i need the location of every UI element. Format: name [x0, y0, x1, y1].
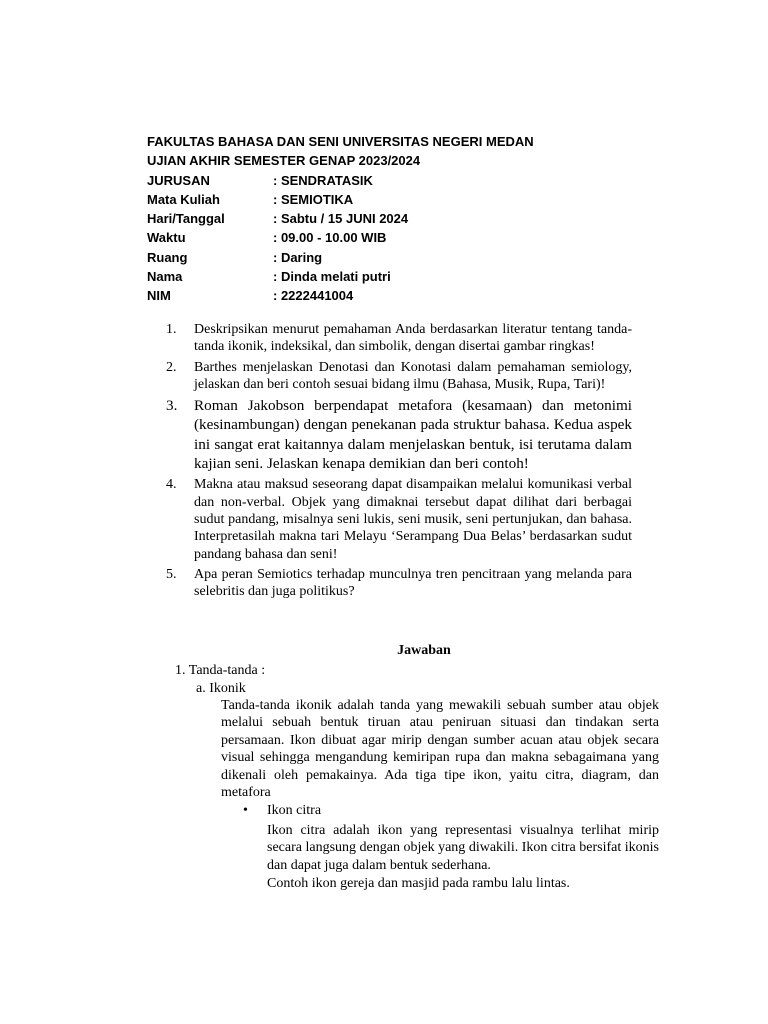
question-text: Deskripsikan menurut pemahaman Anda berdasarkan literatur tentang tanda-tanda ikonik, indeksikal, dan simbolik, dengan disertai gambar ringkas! [194, 322, 632, 355]
question-text: Apa peran Semiotics terhadap munculnya tren pencitraan yang melanda para selebritis dan juga politikus? [194, 566, 632, 600]
exam-header [147, 132, 627, 306]
field-nim [147, 286, 627, 305]
question-item [166, 566, 632, 601]
field-value: : Dinda melati putri [273, 269, 391, 285]
question-item [166, 321, 632, 356]
field-key: Waktu [147, 230, 186, 246]
field-value: : SEMIOTIKA [273, 191, 354, 207]
answer-item-1: 1. Tanda-tanda : [175, 663, 266, 678]
bullet-example: Contoh ikon gereja dan masjid pada rambu lalu lintas. [267, 876, 570, 891]
field-mata-kuliah [147, 190, 627, 209]
answer-subitem-a: a. Ikonik [196, 681, 246, 696]
question-list [166, 321, 632, 603]
question-text: Barthes menjelaskan Denotasi dan Konotasi dalam pemahaman semiology, jelaskan dan beri contoh sesuai bidang ilmu (Bahasa, Musik, Rupa, Tari)! [194, 359, 632, 392]
question-number: 2. [166, 359, 177, 375]
field-waktu [147, 228, 627, 247]
bullet-paragraph: Ikon citra adalah ikon yang representasi visualnya terlihat mirip secara langsung dengan objek yang diwakili. Ikon citra bersifat ikonis dan dapat juga dalam bentuk sederhana. [267, 823, 659, 873]
question-number: 3. [166, 397, 178, 415]
field-key: Hari/Tanggal [147, 211, 225, 227]
question-number: 4. [166, 477, 177, 493]
answer-title: Jawaban [397, 643, 451, 658]
field-key: Ruang [147, 249, 188, 265]
field-key: Nama [147, 269, 183, 285]
question-item [166, 476, 632, 562]
field-nama [147, 267, 627, 286]
faculty-title: FAKULTAS BAHASA DAN SENI UNIVERSITAS NEGERI MEDAN [147, 134, 534, 149]
question-number: 5. [166, 566, 177, 582]
field-value: : SENDRATASIK [273, 172, 373, 188]
bullet-title: Ikon citra [267, 803, 322, 818]
question-number: 1. [166, 322, 177, 337]
field-ruang [147, 248, 627, 267]
field-value: : Daring [273, 249, 323, 265]
field-key: NIM [147, 288, 171, 304]
bullet-icon: • [243, 803, 248, 818]
field-value: : Sabtu / 15 JUNI 2024 [273, 211, 409, 227]
field-jurusan [147, 171, 627, 190]
answer-paragraph-ikonik: Tanda-tanda ikonik adalah tanda yang mewakili sebuah sumber atau objek melalui sebuah bentuk tiruan atau peniruan situasi dan tindakan serta persamaan. Ikon dibuat agar mirip dengan sumber acuan atau objek secara visual sehingga mengandung kemiripan rupa dan makna sebagaimana yang dikenali oleh pemakainya. Ada tiga tipe ikon, yaitu citra, diagram, dan metafora [221, 698, 659, 801]
field-value: : 09.00 - 10.00 WIB [273, 230, 387, 246]
field-key: Mata Kuliah [147, 191, 220, 207]
field-hari-tanggal [147, 209, 627, 228]
field-value: : 2222441004 [273, 288, 354, 304]
question-text: Roman Jakobson berpendapat metafora (kesamaan) dan metonimi (kesinambungan) dengan penekanan pada struktur bahasa. Kedua aspek ini sangat erat kaitannya dalam menjelaskan bentuk, isi terutama dalam kajian seni. Jelaskan kenapa demikian dan beri contoh! [194, 397, 632, 473]
exam-title: UJIAN AKHIR SEMESTER GENAP 2023/2024 [147, 153, 421, 169]
question-item [166, 396, 632, 473]
field-key: JURUSAN [147, 172, 210, 188]
question-text: Makna atau maksud seseorang dapat disampaikan melalui komunikasi verbal dan non-verbal. Objek yang dimaknai tersebut dapat dilihat dari berbagai sudut pandang, misalnya seni lukis, seni musik, seni pertunjukan, dan bahasa. Interpretasilah makna tari Melayu ‘Serampang Dua Belas’ berdasarkan sudut pandang bahasa dan seni! [194, 477, 632, 562]
question-item [166, 359, 632, 394]
